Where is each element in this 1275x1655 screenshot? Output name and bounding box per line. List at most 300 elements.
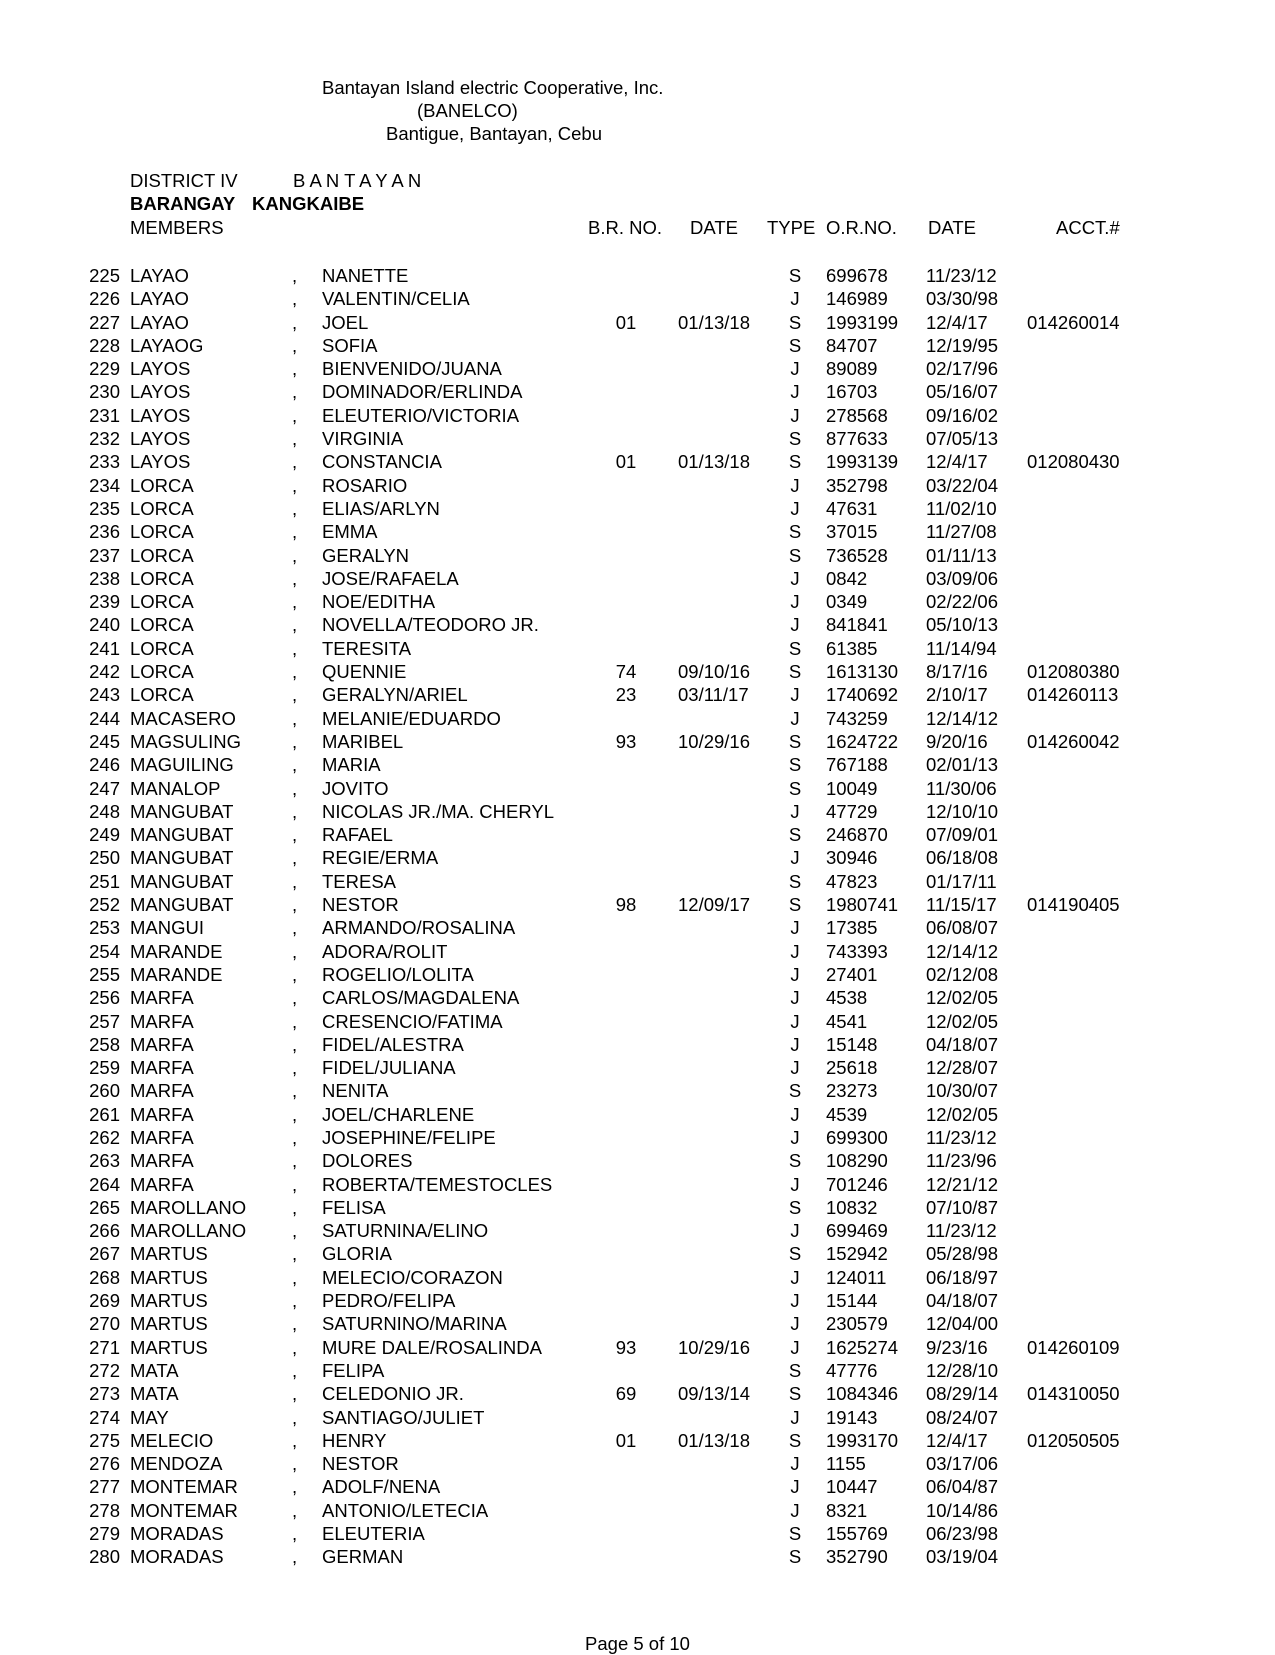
first-name: MELECIO/CORAZON <box>322 1266 503 1288</box>
member-type: J <box>790 1126 800 1148</box>
or-date: 11/14/94 <box>926 637 997 659</box>
member-number: 276 <box>89 1453 120 1475</box>
table-row <box>0 287 1275 310</box>
last-name: LAYOS <box>130 358 191 380</box>
name-separator: , <box>292 1359 298 1381</box>
table-row <box>0 637 1275 660</box>
org-abbrev: (BANELCO) <box>417 100 518 121</box>
or-date: 12/4/17 <box>926 451 988 473</box>
first-name: FIDEL/ALESTRA <box>322 1033 464 1055</box>
or-date: 07/05/13 <box>926 428 999 450</box>
last-name: LAYOS <box>130 381 191 403</box>
name-separator: , <box>292 754 298 776</box>
table-row <box>0 1289 1275 1312</box>
first-name: FELISA <box>322 1196 386 1218</box>
table-row <box>0 1359 1275 1382</box>
or-number: 27401 <box>826 963 878 985</box>
name-separator: , <box>292 940 298 962</box>
name-separator: , <box>292 637 298 659</box>
account-number: 014260109 <box>1027 1336 1120 1358</box>
first-name: FIDEL/JULIANA <box>322 1057 456 1079</box>
member-number: 252 <box>89 894 120 916</box>
name-separator: , <box>292 1383 298 1405</box>
member-number: 258 <box>89 1033 120 1055</box>
first-name: EMMA <box>322 521 378 543</box>
table-row <box>0 777 1275 800</box>
or-date: 03/09/06 <box>926 567 999 589</box>
name-separator: , <box>292 1033 298 1055</box>
or-date: 03/22/04 <box>926 474 999 496</box>
table-row <box>0 1033 1275 1056</box>
name-separator: , <box>292 311 298 333</box>
table-row <box>0 520 1275 543</box>
or-date: 12/14/12 <box>926 707 999 729</box>
first-name: GLORIA <box>322 1243 392 1265</box>
first-name: NOVELLA/TEODORO JR. <box>322 614 539 636</box>
name-separator: , <box>292 451 298 473</box>
first-name: DOMINADOR/ERLINDA <box>322 381 523 403</box>
last-name: MARFA <box>130 1150 194 1172</box>
or-date: 12/10/10 <box>926 800 999 822</box>
first-name: REGIE/ERMA <box>322 847 439 869</box>
member-number: 248 <box>89 800 120 822</box>
name-separator: , <box>292 847 298 869</box>
name-separator: , <box>292 1126 298 1148</box>
last-name: MAROLLANO <box>130 1196 247 1218</box>
or-date: 01/11/13 <box>926 544 997 566</box>
or-number: 1993139 <box>826 451 899 473</box>
first-name: PEDRO/FELIPA <box>322 1290 456 1312</box>
or-number: 278568 <box>826 404 888 426</box>
last-name: MANALOP <box>130 777 221 799</box>
barangay-name: KANGKAIBE <box>252 193 365 214</box>
br-date: 01/13/18 <box>678 311 751 333</box>
last-name: MARTUS <box>130 1336 208 1358</box>
org-address: Bantigue, Bantayan, Cebu <box>386 123 602 144</box>
member-type: J <box>790 1033 800 1055</box>
first-name: SATURNINO/MARINA <box>322 1313 507 1335</box>
name-separator: , <box>292 591 298 613</box>
table-row <box>0 1056 1275 1079</box>
member-type: J <box>790 1336 800 1358</box>
member-type: J <box>790 1010 800 1032</box>
last-name: LORCA <box>130 474 194 496</box>
or-number: 16703 <box>826 381 878 403</box>
table-row <box>0 1336 1275 1359</box>
or-number: 17385 <box>826 917 878 939</box>
name-separator: , <box>292 334 298 356</box>
or-date: 03/17/06 <box>926 1453 999 1475</box>
member-type: S <box>788 824 802 846</box>
last-name: LAYAOG <box>130 334 204 356</box>
last-name: MANGUBAT <box>130 847 234 869</box>
table-row <box>0 450 1275 473</box>
name-separator: , <box>292 428 298 450</box>
name-separator: , <box>292 1290 298 1312</box>
table-row <box>0 730 1275 753</box>
or-date: 07/10/87 <box>926 1196 999 1218</box>
name-separator: , <box>292 358 298 380</box>
or-number: 152942 <box>826 1243 888 1265</box>
name-separator: , <box>292 1523 298 1545</box>
member-type: J <box>790 1453 800 1475</box>
col-acct: ACCT.# <box>1056 217 1120 238</box>
table-row <box>0 1173 1275 1196</box>
member-number: 227 <box>89 311 120 333</box>
member-number: 250 <box>89 847 120 869</box>
first-name: ARMANDO/ROSALINA <box>322 917 516 939</box>
name-separator: , <box>292 824 298 846</box>
member-type: J <box>790 917 800 939</box>
member-type: J <box>790 1220 800 1242</box>
or-date: 10/30/07 <box>926 1080 999 1102</box>
or-date: 09/16/02 <box>926 404 999 426</box>
col-members: MEMBERS <box>130 217 224 238</box>
name-separator: , <box>292 381 298 403</box>
or-number: 4539 <box>826 1103 868 1125</box>
table-row <box>0 707 1275 730</box>
or-number: 699678 <box>826 265 888 286</box>
br-number: 01 <box>615 451 637 473</box>
or-number: 89089 <box>826 358 878 380</box>
or-date: 8/17/16 <box>926 661 988 683</box>
member-type: J <box>790 940 800 962</box>
table-row <box>0 963 1275 986</box>
or-date: 06/23/98 <box>926 1523 999 1545</box>
account-number: 014310050 <box>1027 1383 1120 1405</box>
last-name: LAYOS <box>130 404 191 426</box>
or-date: 12/02/05 <box>926 1103 999 1125</box>
last-name: MAGUILING <box>130 754 234 776</box>
first-name: NOE/EDITHA <box>322 591 436 613</box>
member-number: 234 <box>89 474 120 496</box>
name-separator: , <box>292 1057 298 1079</box>
or-number: 0349 <box>826 591 868 613</box>
name-separator: , <box>292 1313 298 1335</box>
member-type: S <box>788 637 802 659</box>
member-type: J <box>790 404 800 426</box>
table-row <box>0 1266 1275 1289</box>
or-date: 11/02/10 <box>926 497 997 519</box>
or-date: 06/04/87 <box>926 1476 999 1498</box>
table-row <box>0 1499 1275 1522</box>
last-name: MAY <box>130 1406 169 1428</box>
table-row <box>0 544 1275 567</box>
first-name: VIRGINIA <box>322 428 404 450</box>
or-date: 11/23/12 <box>926 1220 997 1242</box>
or-date: 06/08/07 <box>926 917 999 939</box>
member-type: S <box>788 265 802 286</box>
account-number: 014260113 <box>1027 684 1119 706</box>
or-date: 11/23/96 <box>926 1150 997 1172</box>
br-number: 93 <box>615 1336 637 1358</box>
member-type: J <box>790 1406 800 1428</box>
table-row <box>0 1429 1275 1452</box>
or-date: 02/22/06 <box>926 591 999 613</box>
or-date: 12/4/17 <box>926 311 988 333</box>
member-number: 236 <box>89 521 120 543</box>
name-separator: , <box>292 963 298 985</box>
or-date: 9/20/16 <box>926 730 988 752</box>
first-name: DOLORES <box>322 1150 413 1172</box>
member-type: S <box>788 334 802 356</box>
name-separator: , <box>292 497 298 519</box>
member-type: J <box>790 358 800 380</box>
or-number: 743393 <box>826 940 888 962</box>
member-number: 229 <box>89 358 120 380</box>
table-row <box>0 334 1275 357</box>
first-name: NENITA <box>322 1080 389 1102</box>
or-date: 07/09/01 <box>926 824 999 846</box>
name-separator: , <box>292 1476 298 1498</box>
table-row <box>0 380 1275 403</box>
member-number: 242 <box>89 661 120 683</box>
or-date: 11/30/06 <box>926 777 997 799</box>
last-name: LORCA <box>130 661 194 683</box>
name-separator: , <box>292 1499 298 1521</box>
or-date: 08/24/07 <box>926 1406 999 1428</box>
col-br-no: B.R. NO. <box>588 217 663 238</box>
or-number: 25618 <box>826 1057 878 1079</box>
member-type: J <box>790 987 800 1009</box>
or-number: 767188 <box>826 754 888 776</box>
member-number: 277 <box>89 1476 120 1498</box>
or-number: 743259 <box>826 707 888 729</box>
member-number: 225 <box>89 265 120 286</box>
br-date: 09/13/14 <box>678 1383 751 1405</box>
table-row <box>0 916 1275 939</box>
br-date: 03/11/17 <box>678 684 749 706</box>
member-type: J <box>790 847 800 869</box>
or-date: 11/23/12 <box>926 1126 997 1148</box>
member-type: S <box>788 754 802 776</box>
account-number: 012080380 <box>1027 661 1120 683</box>
name-separator: , <box>292 707 298 729</box>
member-type: S <box>788 894 802 916</box>
table-row <box>0 870 1275 893</box>
name-separator: , <box>292 1196 298 1218</box>
br-number: 74 <box>615 661 637 683</box>
member-number: 254 <box>89 940 120 962</box>
last-name: MARFA <box>130 1057 194 1079</box>
last-name: MONTEMAR <box>130 1499 238 1521</box>
first-name: ELEUTERIA <box>322 1523 425 1545</box>
barangay-label: BARANGAY <box>130 193 236 214</box>
last-name: LAYOS <box>130 428 191 450</box>
br-number: 01 <box>615 1429 637 1451</box>
last-name: MARFA <box>130 1103 194 1125</box>
table-row <box>0 613 1275 636</box>
or-number: 146989 <box>826 288 888 310</box>
first-name: NICOLAS JR./MA. CHERYL <box>322 800 554 822</box>
member-type: S <box>788 1080 802 1102</box>
last-name: LORCA <box>130 544 194 566</box>
or-date: 12/02/05 <box>926 987 999 1009</box>
or-number: 155769 <box>826 1523 888 1545</box>
table-row <box>0 404 1275 427</box>
or-date: 2/10/17 <box>926 684 988 706</box>
first-name: BIENVENIDO/JUANA <box>322 358 502 380</box>
table-row <box>0 1312 1275 1335</box>
table-row <box>0 1219 1275 1242</box>
or-date: 02/01/13 <box>926 754 999 776</box>
member-number: 244 <box>89 707 120 729</box>
last-name: MANGUBAT <box>130 870 234 892</box>
member-number: 230 <box>89 381 120 403</box>
member-number: 271 <box>89 1336 120 1358</box>
member-number: 270 <box>89 1313 120 1335</box>
or-date: 05/10/13 <box>926 614 999 636</box>
name-separator: , <box>292 1406 298 1428</box>
member-type: S <box>788 1383 802 1405</box>
member-type: J <box>790 1173 800 1195</box>
name-separator: , <box>292 1220 298 1242</box>
first-name: NESTOR <box>322 1453 399 1475</box>
table-row <box>0 986 1275 1009</box>
first-name: HENRY <box>322 1429 387 1451</box>
member-number: 261 <box>89 1103 120 1125</box>
first-name: TERESA <box>322 870 397 892</box>
br-date: 01/13/18 <box>678 451 751 473</box>
first-name: ELIAS/ARLYN <box>322 497 440 519</box>
member-number: 257 <box>89 1010 120 1032</box>
or-date: 11/27/08 <box>926 521 997 543</box>
member-type: J <box>790 1103 800 1125</box>
name-separator: , <box>292 288 298 310</box>
member-type: J <box>790 288 800 310</box>
first-name: CARLOS/MAGDALENA <box>322 987 520 1009</box>
member-type: J <box>790 614 800 636</box>
table-row <box>0 800 1275 823</box>
or-number: 1624722 <box>826 730 899 752</box>
or-number: 1613130 <box>826 661 899 683</box>
or-number: 841841 <box>826 614 888 636</box>
or-number: 8321 <box>826 1499 868 1521</box>
first-name: GERMAN <box>322 1546 404 1568</box>
member-type: J <box>790 474 800 496</box>
last-name: MARANDE <box>130 963 223 985</box>
table-row <box>0 1126 1275 1149</box>
member-type: S <box>788 661 802 683</box>
org-name: Bantayan Island electric Cooperative, Inc. <box>322 77 664 98</box>
account-number: 014260042 <box>1027 730 1120 752</box>
or-date: 12/14/12 <box>926 940 999 962</box>
member-number: 280 <box>89 1546 120 1568</box>
first-name: JOVITO <box>322 777 389 799</box>
or-date: 12/19/95 <box>926 334 999 356</box>
member-number: 235 <box>89 497 120 519</box>
last-name: MARFA <box>130 1126 194 1148</box>
table-row <box>0 357 1275 380</box>
table-row <box>0 940 1275 963</box>
table-row <box>0 1242 1275 1265</box>
member-number: 259 <box>89 1057 120 1079</box>
first-name: QUENNIE <box>322 661 407 683</box>
last-name: LORCA <box>130 567 194 589</box>
or-number: 0842 <box>826 567 868 589</box>
member-number: 246 <box>89 754 120 776</box>
or-date: 12/4/17 <box>926 1429 988 1451</box>
member-type: S <box>788 544 802 566</box>
or-number: 30946 <box>826 847 878 869</box>
member-type: J <box>790 381 800 403</box>
member-type: S <box>788 777 802 799</box>
last-name: MANGUBAT <box>130 894 234 916</box>
name-separator: , <box>292 1546 298 1568</box>
table-row <box>0 1475 1275 1498</box>
last-name: LORCA <box>130 591 194 613</box>
br-date: 01/13/18 <box>678 1429 751 1451</box>
member-type: J <box>790 1476 800 1498</box>
name-separator: , <box>292 777 298 799</box>
last-name: MATA <box>130 1359 179 1381</box>
last-name: LAYOS <box>130 451 191 473</box>
or-date: 11/23/12 <box>926 265 997 286</box>
member-number: 273 <box>89 1383 120 1405</box>
member-number: 237 <box>89 544 120 566</box>
last-name: MELECIO <box>130 1429 214 1451</box>
last-name: MANGUBAT <box>130 824 234 846</box>
table-row <box>0 753 1275 776</box>
first-name: ADORA/ROLIT <box>322 940 448 962</box>
member-type: S <box>788 1359 802 1381</box>
or-number: 47823 <box>826 870 878 892</box>
district-label: DISTRICT IV <box>130 170 238 191</box>
name-separator: , <box>292 544 298 566</box>
last-name: LAYAO <box>130 311 189 333</box>
first-name: ANTONIO/LETECIA <box>322 1499 489 1521</box>
member-list <box>0 264 1275 1569</box>
name-separator: , <box>292 987 298 1009</box>
or-number: 1980741 <box>826 894 899 916</box>
member-type: S <box>788 1523 802 1545</box>
or-number: 47776 <box>826 1359 878 1381</box>
member-type: S <box>788 1196 802 1218</box>
first-name: MARIBEL <box>322 730 404 752</box>
member-type: S <box>788 1546 802 1568</box>
name-separator: , <box>292 1336 298 1358</box>
last-name: LORCA <box>130 497 194 519</box>
member-number: 255 <box>89 963 120 985</box>
member-number: 232 <box>89 428 120 450</box>
br-date: 10/29/16 <box>678 1336 751 1358</box>
or-date: 08/29/14 <box>926 1383 999 1405</box>
or-number: 230579 <box>826 1313 888 1335</box>
name-separator: , <box>292 1243 298 1265</box>
or-date: 9/23/16 <box>926 1336 988 1358</box>
member-number: 269 <box>89 1290 120 1312</box>
col-date: DATE <box>690 217 738 238</box>
member-number: 274 <box>89 1406 120 1428</box>
name-separator: , <box>292 894 298 916</box>
name-separator: , <box>292 661 298 683</box>
last-name: MARFA <box>130 1033 194 1055</box>
last-name: LORCA <box>130 521 194 543</box>
name-separator: , <box>292 1103 298 1125</box>
last-name: MARFA <box>130 1080 194 1102</box>
member-number: 249 <box>89 824 120 846</box>
member-type: S <box>788 730 802 752</box>
last-name: LAYAO <box>130 265 189 286</box>
or-number: 47631 <box>826 497 878 519</box>
or-number: 4541 <box>826 1010 868 1032</box>
first-name: GERALYN <box>322 544 410 566</box>
table-row <box>0 1196 1275 1219</box>
member-number: 268 <box>89 1266 120 1288</box>
or-date: 02/12/08 <box>926 963 999 985</box>
table-row <box>0 846 1275 869</box>
or-date: 12/21/12 <box>926 1173 999 1195</box>
